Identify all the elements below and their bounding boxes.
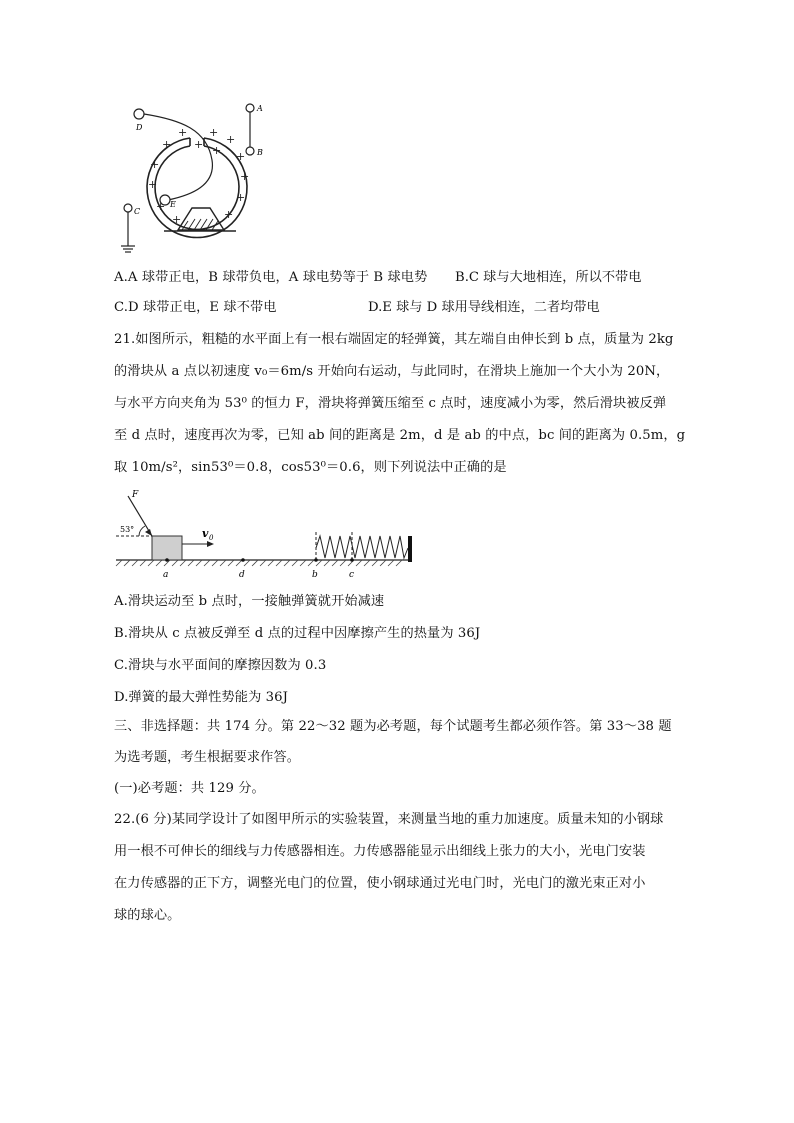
q21-option-a: A.滑块运动至 b 点时，一接触弹簧就开始减速 — [114, 594, 385, 609]
svg-text:+: + — [162, 138, 172, 151]
ground — [116, 560, 412, 566]
q21-stem-line-3: 与水平方向夹角为 53⁰ 的恒力 F，滑块将弹簧压缩至 c 点时，速度减小为零，然后滑块被反弹 — [114, 396, 667, 411]
block — [152, 536, 182, 560]
svg-text:+: + — [224, 208, 234, 221]
svg-text:+: + — [194, 138, 204, 151]
label-C: C — [134, 207, 141, 216]
svg-text:+: + — [212, 144, 222, 157]
section3-required: (一)必考题：共 129 分。 — [114, 781, 265, 796]
svg-text:+: + — [156, 200, 166, 213]
label-c: c — [349, 570, 355, 580]
label-d: d — [239, 570, 245, 580]
q21-stem-line-2: 的滑块从 a 点以初速度 v₀＝6m/s 开始向右运动，与此同时，在滑块上施加一个大小为 20N， — [114, 364, 670, 379]
label-v0-sub: 0 — [209, 534, 214, 542]
q22-line-3: 在力传感器的正下方，调整光电门的位置，使小钢球通过光电门时，光电门的激光束正对小 — [114, 876, 646, 891]
label-A: A — [257, 104, 263, 113]
label-angle: 53° — [120, 525, 135, 534]
sphere-D — [134, 109, 144, 119]
svg-text:+: + — [209, 126, 219, 139]
svg-text:+: + — [148, 178, 158, 191]
hollow-shell — [147, 138, 250, 238]
q20-option-d: D.E 球与 D 球用导线相连，二者均带电 — [368, 300, 600, 315]
q21-stem-line-5: 取 10m/s²，sin53⁰＝0.8，cos53⁰＝0.6，则下列说法中正确的是 — [114, 460, 507, 475]
spring — [316, 536, 408, 558]
svg-text:+: + — [240, 170, 250, 183]
svg-text:+: + — [236, 191, 246, 204]
svg-text:+: + — [150, 158, 160, 171]
q21-option-c: C.滑块与水平面间的摩擦因数为 0.3 — [114, 658, 327, 673]
label-v0: v — [202, 527, 209, 540]
q21-option-d: D.弹簧的最大弹性势能为 36J — [114, 690, 289, 705]
section3-line-2: 为选考题，考生根据要求作答。 — [114, 750, 301, 765]
svg-text:+: + — [172, 213, 182, 226]
section3-line-1: 三、非选择题：共 174 分。第 22～32 题为必考题，每个试题考生都必须作答。第 33～38 题 — [114, 719, 672, 734]
q20-option-a: A.A 球带正电，B 球带负电，A 球电势等于 B 球电势 — [114, 270, 428, 285]
wall — [408, 536, 412, 562]
label-D: D — [136, 123, 143, 132]
label-F: F — [132, 490, 139, 500]
q22-line-2: 用一根不可伸长的细线与力传感器相连。力传感器能显示出细线上张力的大小，光电门安装 — [114, 844, 646, 859]
sphere-C-grounded — [121, 204, 135, 252]
q22-line-4: 球的球心。 — [114, 908, 181, 923]
q21-option-b: B.滑块从 c 点被反弹至 d 点的过程中因摩擦产生的热量为 36J — [114, 626, 481, 641]
label-B: B — [257, 148, 263, 157]
q21-stem-line-1: 21.如图所示，粗糙的水平面上有一根右端固定的轻弹簧，其左端自由伸长到 b 点，质量为 2kg — [114, 332, 674, 347]
spring-block-figure — [112, 488, 422, 582]
q20-option-c: C.D 球带正电，E 球不带电 — [114, 300, 277, 315]
svg-text:+: + — [178, 126, 188, 139]
label-E: E — [170, 200, 176, 209]
label-b: b — [312, 570, 318, 580]
q21-stem-line-4: 至 d 点时，速度再次为零，已知 ab 间的距离是 2m，d 是 ab 的中点，bc 间的距离为 0.5m，g — [114, 428, 686, 443]
svg-text:+: + — [226, 133, 236, 146]
spheres-AB — [246, 104, 254, 155]
q22-line-1: 22.(6 分)某同学设计了如图甲所示的实验装置，来测量当地的重力加速度。质量未知的小钢球 — [114, 812, 664, 827]
charge-marks — [148, 126, 249, 226]
electrostatics-figure — [112, 100, 282, 260]
label-a: a — [163, 570, 169, 580]
svg-text:+: + — [236, 150, 246, 163]
q20-option-b: B.C 球与大地相连，所以不带电 — [455, 270, 642, 285]
